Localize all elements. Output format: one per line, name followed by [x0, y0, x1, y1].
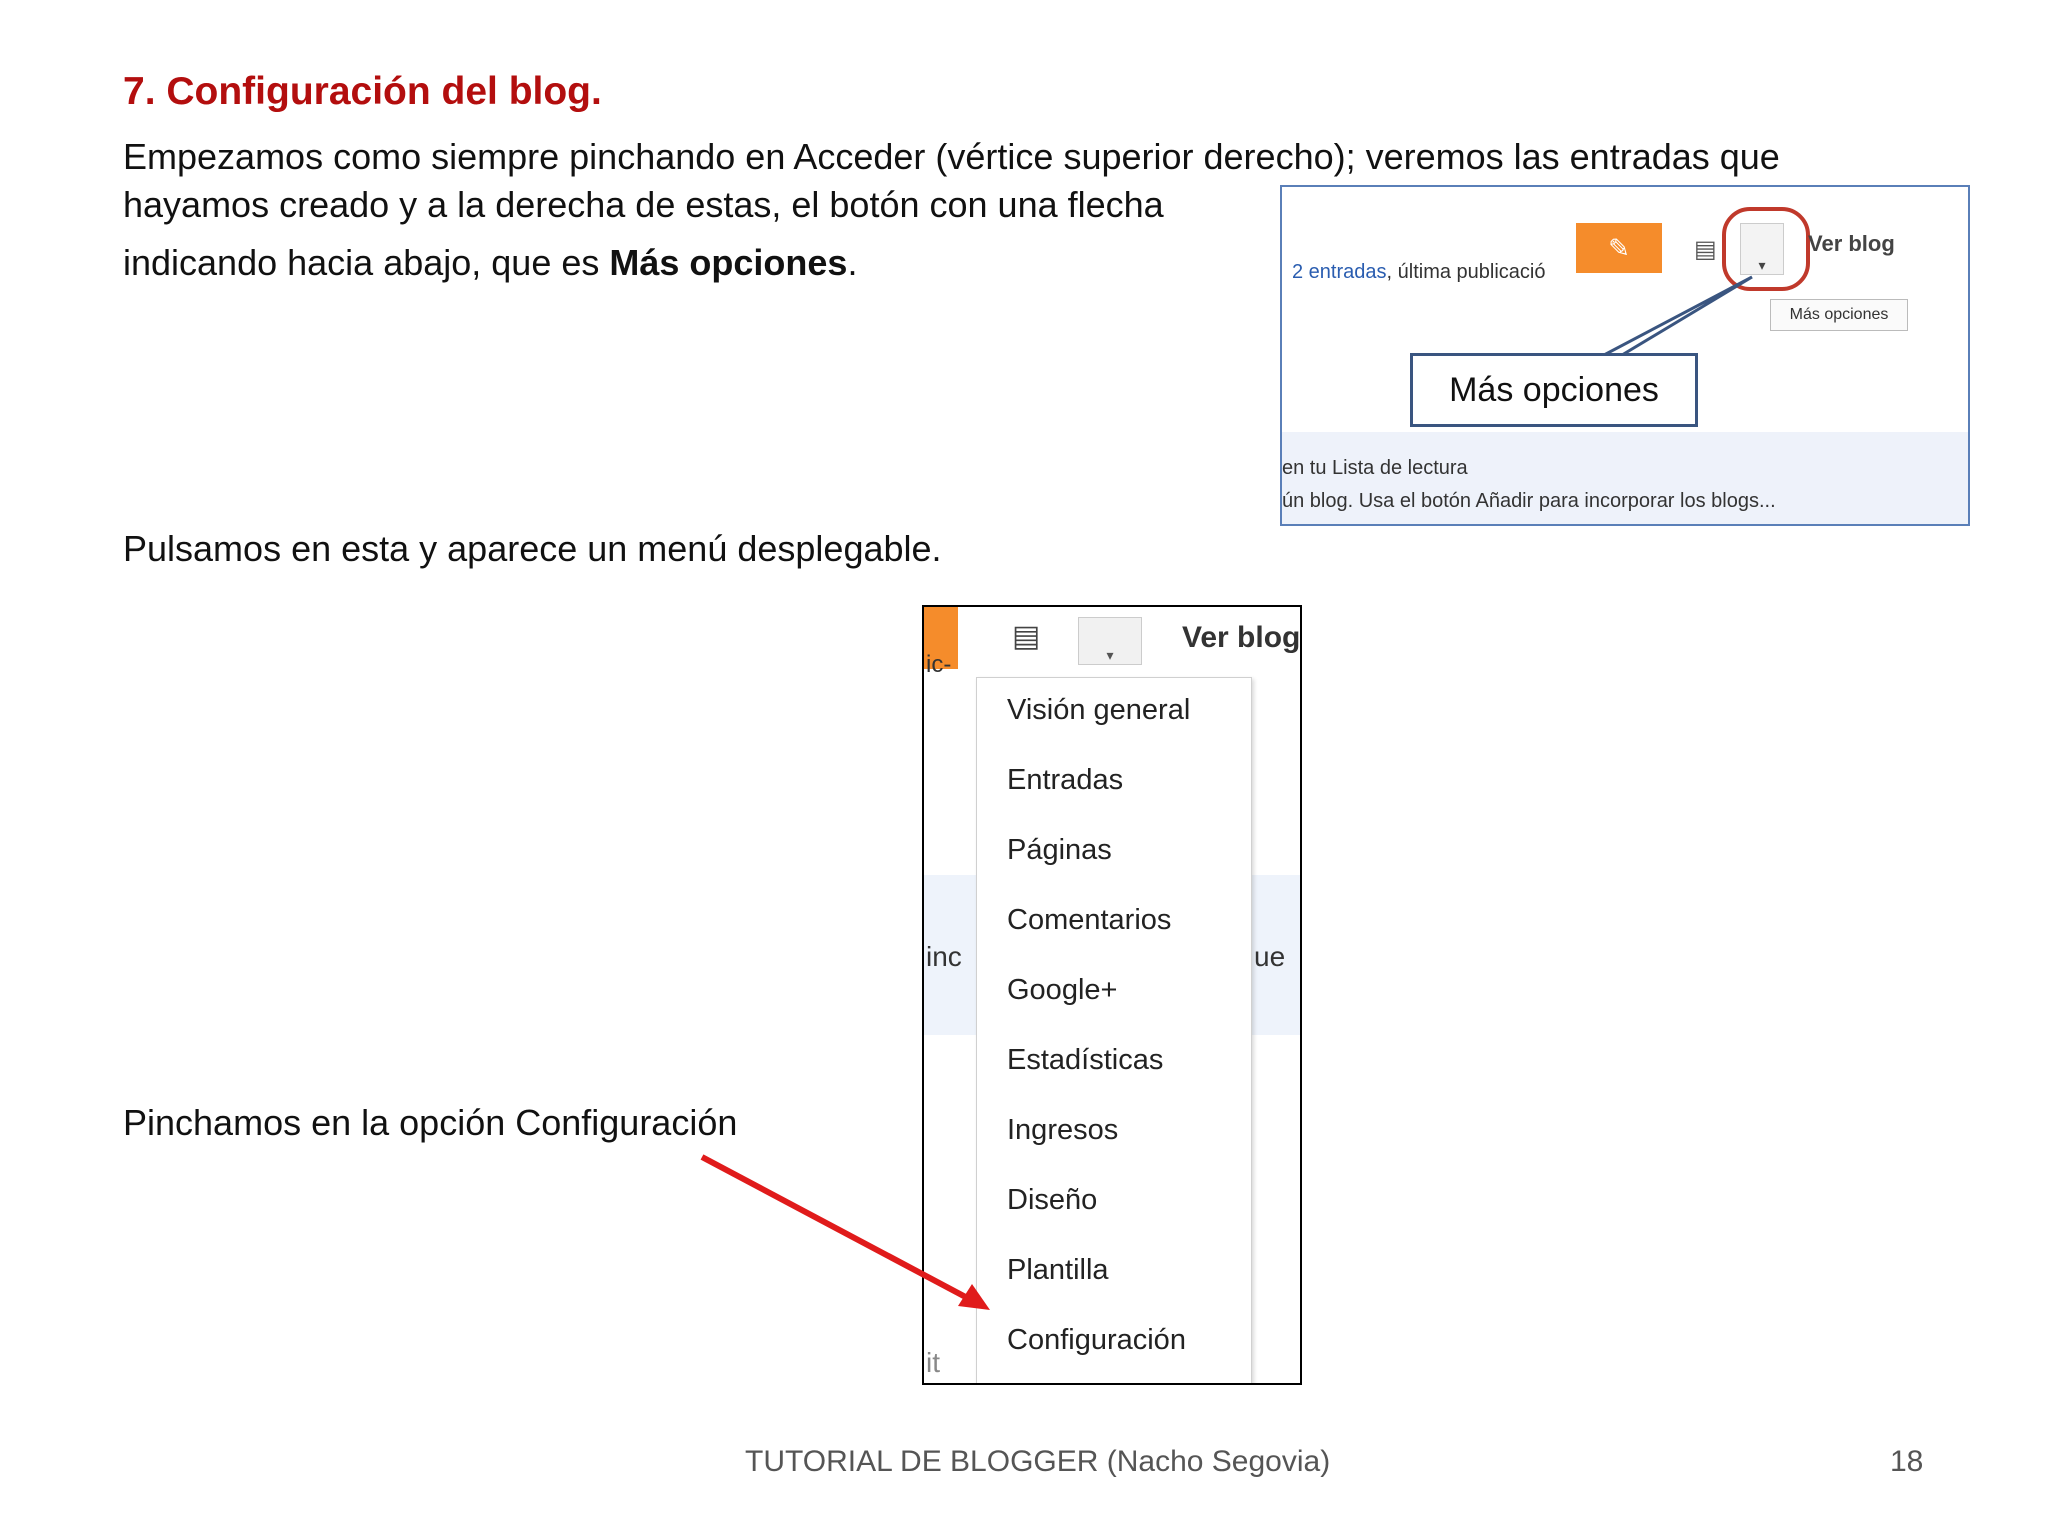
background-text-fragment: it: [926, 1347, 940, 1378]
entries-link[interactable]: 2 entradas: [1292, 261, 1387, 283]
tooltip: Más opciones: [1770, 299, 1908, 331]
copy-icon[interactable]: ▤: [1694, 236, 1717, 263]
callout-box: Más opciones: [1410, 353, 1698, 427]
intro-line-2: hayamos creado y a la derecha de estas, el botón con una flecha: [123, 184, 1164, 225]
menu-item-entradas[interactable]: Entradas: [1007, 764, 1124, 796]
reading-list-text-2: ún blog. Usa el botón Añadir para incorporar los blogs...: [1282, 490, 1776, 512]
page-number: 18: [1890, 1445, 1924, 1478]
chevron-down-icon: ▾: [1106, 647, 1114, 663]
intro-line-3-pre: indicando hacia abajo, que es: [123, 242, 610, 283]
page-title: 7. Configuración del blog.: [123, 70, 602, 113]
reading-list-text: en tu Lista de lectura: [1282, 457, 1468, 479]
pencil-icon: ✎: [1608, 232, 1630, 263]
menu-item-ingresos[interactable]: Ingresos: [1007, 1114, 1119, 1146]
background-text-fragment: ue: [1254, 941, 1286, 972]
menu-item-google-plus[interactable]: Google+: [1007, 974, 1118, 1006]
menu-item-diseno[interactable]: Diseño: [1007, 1184, 1098, 1216]
background-text-fragment: ic-: [926, 651, 952, 678]
view-blog-button[interactable]: Ver blog: [1182, 621, 1301, 654]
entries-text: , última publicació: [1386, 261, 1546, 283]
intro-line-3-post: .: [847, 242, 858, 283]
copy-icon[interactable]: ▤: [1012, 620, 1041, 653]
menu-item-estadisticas[interactable]: Estadísticas: [1007, 1044, 1164, 1076]
intro-line-3-bold: Más opciones: [609, 242, 848, 283]
menu-item-vision-general[interactable]: Visión general: [1007, 694, 1191, 726]
menu-item-plantilla[interactable]: Plantilla: [1007, 1254, 1109, 1286]
menu-item-paginas[interactable]: Páginas: [1007, 834, 1112, 866]
menu-item-configuracion[interactable]: Configuración: [1007, 1324, 1186, 1356]
paragraph-dropdown: Pulsamos en esta y aparece un menú desplegable.: [123, 528, 942, 569]
chevron-down-icon: ▾: [1758, 257, 1766, 273]
paragraph-configuracion: Pinchamos en la opción Configuración: [123, 1102, 738, 1143]
intro-line-1: Empezamos como siempre pinchando en Acceder (vértice superior derecho); veremos las entradas que: [123, 136, 1780, 177]
view-blog-button[interactable]: Ver blog: [1808, 231, 1895, 256]
background-text-fragment: inc: [926, 941, 962, 972]
footer-text: TUTORIAL DE BLOGGER (Nacho Segovia): [745, 1445, 1331, 1478]
menu-item-comentarios[interactable]: Comentarios: [1007, 904, 1172, 936]
